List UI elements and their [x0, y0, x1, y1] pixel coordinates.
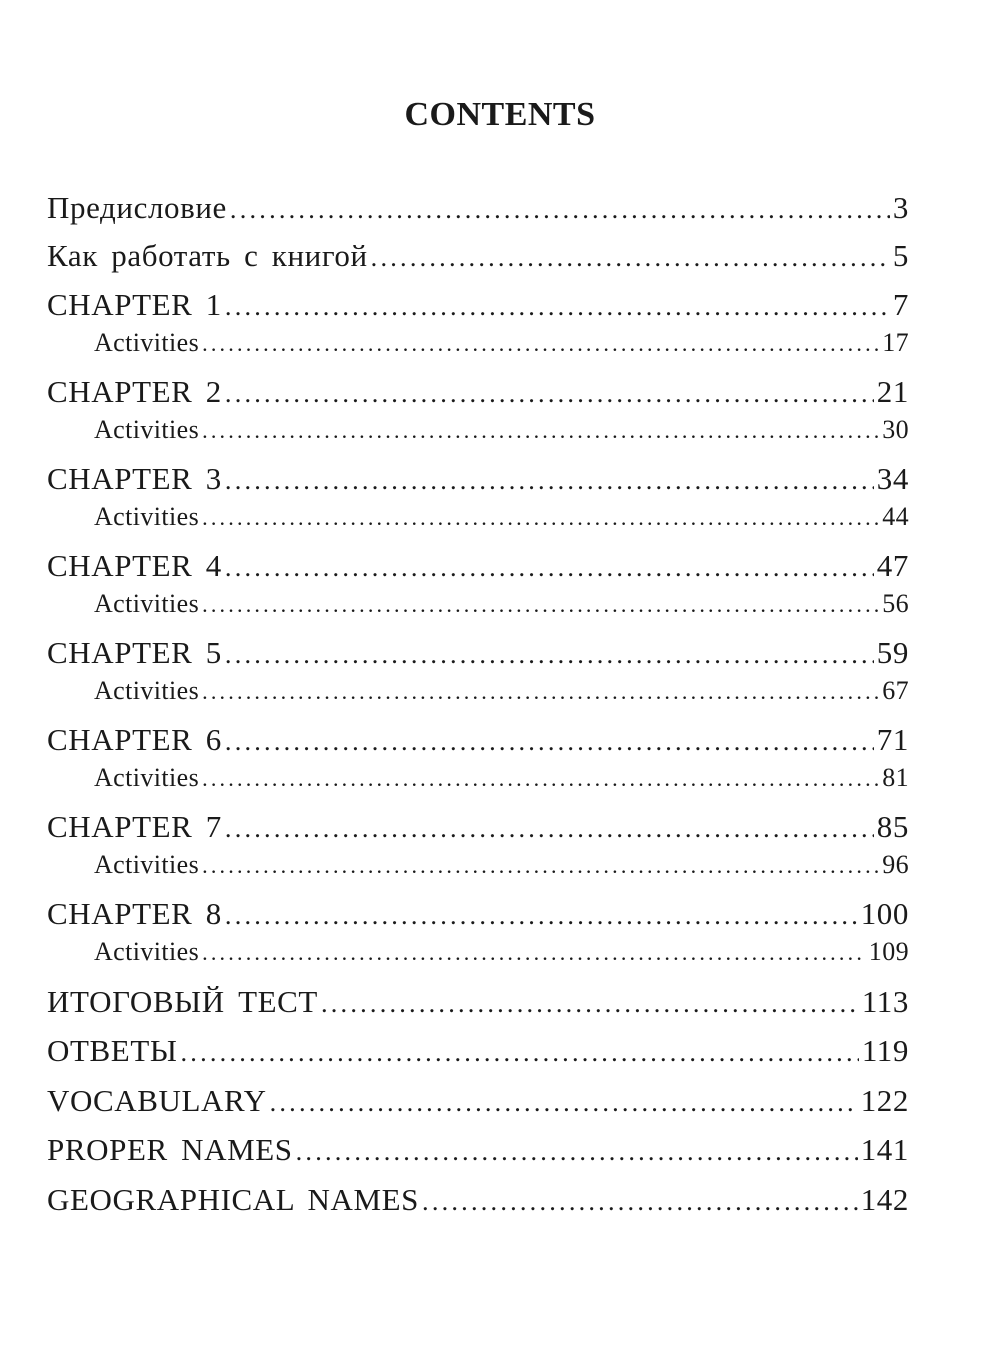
- toc-entry-label: CHAPTER 5: [47, 635, 222, 670]
- toc-entry-label: CHAPTER 8: [47, 896, 222, 931]
- dot-leader: [225, 901, 858, 931]
- toc-entry-label: Предисловие: [47, 190, 227, 225]
- dot-leader: [181, 1038, 859, 1068]
- dot-leader: [225, 466, 874, 496]
- toc-entry-page: 113: [861, 984, 909, 1019]
- toc-entry-page: 34: [876, 461, 909, 496]
- dot-leader: [202, 418, 879, 444]
- toc-entry: [47, 238, 909, 274]
- toc-entry-page: 21: [876, 374, 909, 409]
- toc-entry-label: Activities: [94, 415, 200, 444]
- dot-leader: [202, 940, 866, 966]
- toc-entry-page: 7: [892, 287, 909, 322]
- toc-entry: [47, 635, 909, 671]
- dot-leader: [321, 989, 859, 1019]
- toc-entry-label: PROPER NAMES: [47, 1132, 293, 1167]
- dot-leader: [202, 331, 879, 357]
- toc-entry-label: Activities: [94, 676, 200, 705]
- toc-entry-label: Как работать с книгой: [47, 238, 368, 273]
- toc-entry: [47, 722, 909, 758]
- toc-entry-label: VOCABULARY: [47, 1083, 267, 1118]
- dot-leader: [371, 243, 890, 273]
- toc-subentry: [94, 937, 909, 967]
- dot-leader: [225, 727, 874, 757]
- toc-entry-page: 44: [882, 502, 909, 531]
- toc-entry-label: CHAPTER 6: [47, 722, 222, 757]
- toc-entry: [47, 1033, 909, 1069]
- toc-entry-page: 109: [868, 937, 909, 966]
- toc-entry: [47, 548, 909, 584]
- toc-entry-label: CHAPTER 2: [47, 374, 222, 409]
- dot-leader: [422, 1187, 858, 1217]
- dot-leader: [202, 853, 879, 879]
- toc-entry-page: 142: [860, 1182, 909, 1217]
- toc-entry-label: GEOGRAPHICAL NAMES: [47, 1182, 420, 1217]
- dot-leader: [230, 195, 890, 225]
- toc-entry-page: 5: [892, 238, 909, 273]
- toc-entry-page: 81: [882, 763, 909, 792]
- toc-entry-page: 47: [876, 548, 909, 583]
- toc-subentry: [94, 850, 909, 880]
- dot-leader: [202, 592, 879, 618]
- toc-entry-page: 71: [876, 722, 909, 757]
- dot-leader: [225, 379, 874, 409]
- toc-entry: [47, 1182, 909, 1218]
- toc-entry-label: Activities: [94, 589, 200, 618]
- toc-entry: [47, 1083, 909, 1119]
- toc-entry-label: CHAPTER 4: [47, 548, 222, 583]
- toc-subentry: [94, 502, 909, 532]
- toc-subentry: [94, 589, 909, 619]
- dot-leader: [270, 1088, 858, 1118]
- toc-entry: [47, 190, 909, 226]
- toc-entry-label: ОТВЕТЫ: [47, 1033, 178, 1068]
- toc-entry-page: 59: [876, 635, 909, 670]
- toc-subentry: [94, 676, 909, 706]
- page-title: CONTENTS: [404, 96, 596, 133]
- toc-entry-page: 17: [882, 328, 909, 357]
- toc-entry-label: Activities: [94, 763, 200, 792]
- toc-entry-label: Activities: [94, 937, 200, 966]
- toc-entry: [47, 984, 909, 1020]
- toc-entry-label: ИТОГОВЫЙ ТЕСТ: [47, 984, 318, 1019]
- toc-entry-page: 122: [860, 1083, 909, 1118]
- toc-subentry: [94, 328, 909, 358]
- toc-entry-label: CHAPTER 1: [47, 287, 222, 322]
- dot-leader: [202, 679, 879, 705]
- toc-entry-label: Activities: [94, 328, 200, 357]
- toc-entry-page: 100: [860, 896, 909, 931]
- toc-subentry: [94, 763, 909, 793]
- dot-leader: [225, 640, 874, 670]
- toc-entry-label: Activities: [94, 850, 200, 879]
- toc-entry-page: 96: [882, 850, 909, 879]
- toc-entry-label: CHAPTER 3: [47, 461, 222, 496]
- dot-leader: [202, 505, 879, 531]
- dot-leader: [225, 292, 890, 322]
- toc-entry: [47, 809, 909, 845]
- toc-entry-page: 141: [860, 1132, 909, 1167]
- toc-entry: [47, 1132, 909, 1168]
- toc-entry-page: 3: [892, 190, 909, 225]
- toc-entry-page: 119: [861, 1033, 909, 1068]
- toc-entry: [47, 461, 909, 497]
- toc-entry: [47, 287, 909, 323]
- toc-entry-page: 67: [882, 676, 909, 705]
- toc-entry-page: 56: [882, 589, 909, 618]
- toc-entry-page: 85: [876, 809, 909, 844]
- toc-entry-label: CHAPTER 7: [47, 809, 222, 844]
- toc-entry: [47, 374, 909, 410]
- dot-leader: [225, 814, 874, 844]
- dot-leader: [202, 766, 879, 792]
- dot-leader: [225, 553, 874, 583]
- toc-entry: [47, 896, 909, 932]
- toc-subentry: [94, 415, 909, 445]
- toc-entry-page: 30: [882, 415, 909, 444]
- toc-entry-label: Activities: [94, 502, 200, 531]
- dot-leader: [296, 1137, 858, 1167]
